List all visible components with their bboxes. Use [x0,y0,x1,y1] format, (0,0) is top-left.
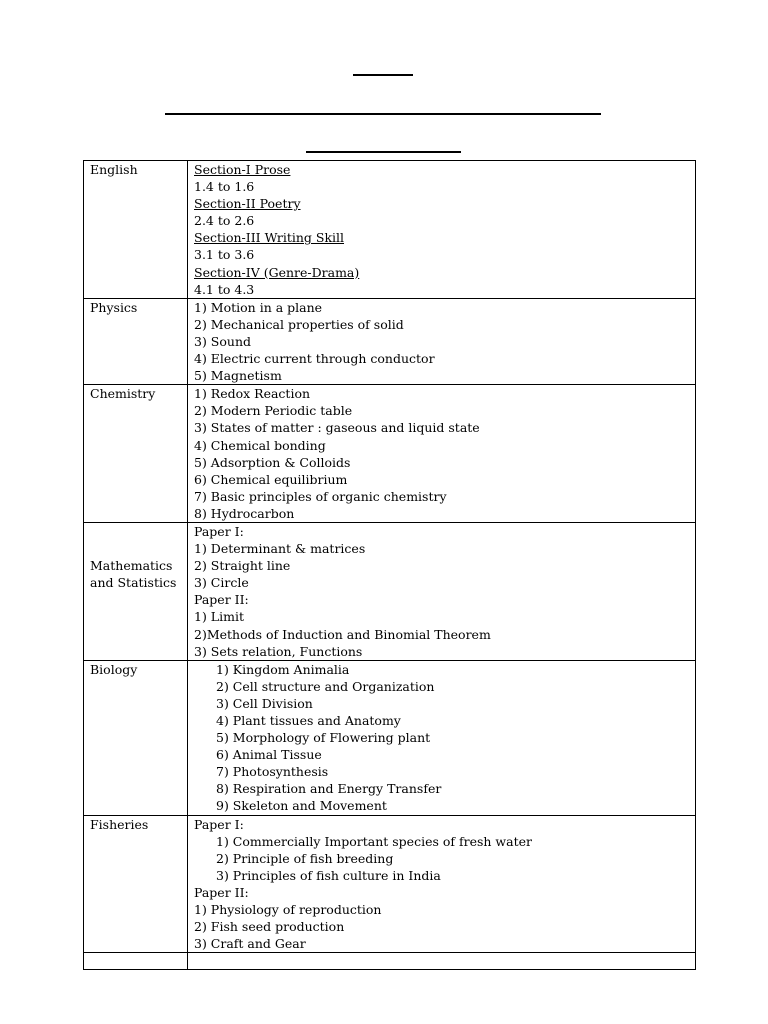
topic-item: 4) Electric current through conductor [194,351,435,367]
empty-cell [188,953,696,970]
topic-item: 5) Magnetism [194,368,282,384]
subject-cell [84,815,188,953]
topic-item: 8) Respiration and Energy Transfer [216,781,442,797]
topic-item: 4.1 to 4.3 [194,281,255,297]
topic-item: 4) Chemical bonding [194,437,326,453]
topics-cell [188,815,696,953]
topics-cell [188,522,696,660]
topics-cell [188,385,696,523]
topic-item: 4) Plant tissues and Anatomy [216,713,401,728]
topics-cell [188,660,696,815]
table-row [84,660,696,815]
topic-item: 1) Kingdom Animalia [216,661,350,677]
topic-item: 2) Fish seed production [194,919,345,935]
topic-item: 2) Modern Periodic table [194,403,353,419]
subject-name: Fisheries [90,816,149,832]
table-row [84,298,696,384]
subject-name: Mathematics and Statistics [90,558,177,591]
topic-item: 8) Hydrocarbon [194,505,295,521]
topic-item: 3) Sound [194,333,251,349]
topic-item: 3) Principles of fish culture in India [216,867,441,883]
section-heading: Section-IV (Genre-Drama) [194,264,360,280]
table-row [84,161,696,299]
subject-name: Biology [90,661,138,677]
syllabus-table-body [84,161,696,970]
topic-item: 1.4 to 1.6 [194,179,255,195]
topic-item: 6) Animal Tissue [216,747,322,763]
topic-item: 2) Straight line [194,558,291,574]
subject-cell [84,298,188,384]
section-heading: Section-II Poetry [194,196,301,212]
topic-item: 5) Adsorption & Colloids [194,454,351,470]
topic-item: 3) Craft and Gear [194,936,306,952]
topics-cell [188,161,696,299]
topic-item: 1) Redox Reaction [194,386,311,402]
table-row [84,385,696,523]
topic-item: 3) Circle [194,575,249,591]
topic-item: Paper II: [194,884,249,900]
header-rule-1 [353,74,413,76]
topic-item: 7) Basic principles of organic chemistry [194,488,447,504]
topic-item: 2) Mechanical properties of solid [194,316,404,332]
topic-item: 3) Cell Division [216,695,313,711]
subject-cell [84,660,188,815]
empty-row [84,953,696,970]
topic-item: 2) Cell structure and Organization [216,678,435,694]
subject-cell [84,522,188,660]
header-rule-2 [165,113,601,115]
topic-item: 2) Principle of fish breeding [216,850,394,866]
topic-item: Paper I: [194,523,244,539]
topic-item: 1) Determinant & matrices [194,541,366,557]
empty-cell [84,953,188,970]
topic-item: 3) Sets relation, Functions [194,643,363,659]
topic-item: 1) Commercially Important species of fresh water [216,833,532,849]
section-heading: Section-I Prose [194,162,291,177]
spacer [90,523,181,540]
table-row [84,522,696,660]
topics-cell [188,298,696,384]
subject-cell [84,385,188,523]
topic-item: 3) States of matter : gaseous and liquid state [194,420,480,436]
spacer [90,540,181,557]
section-heading: Section-III Writing Skill [194,230,345,246]
table-row [84,815,696,953]
topic-item: 5) Morphology of Flowering plant [216,730,431,746]
header-rule-3 [306,151,461,153]
syllabus-table [83,160,696,970]
topic-item: 2.4 to 2.6 [194,213,255,229]
topic-item: 3.1 to 3.6 [194,247,255,263]
topic-item: 1) Limit [194,609,244,625]
topic-item: Paper II: [194,592,249,608]
subject-name: English [90,162,138,177]
subject-name: Physics [90,299,138,315]
topic-item: 7) Photosynthesis [216,764,329,780]
subject-cell [84,161,188,299]
topic-item: 2)Methods of Induction and Binomial Theorem [194,626,491,642]
topic-item: 1) Motion in a plane [194,299,323,315]
topic-item: 1) Physiology of reproduction [194,902,382,918]
subject-name: Chemistry [90,386,156,402]
topic-item: Paper I: [194,816,244,832]
topic-item: 6) Chemical equilibrium [194,471,348,487]
topic-item: 9) Skeleton and Movement [216,798,387,814]
